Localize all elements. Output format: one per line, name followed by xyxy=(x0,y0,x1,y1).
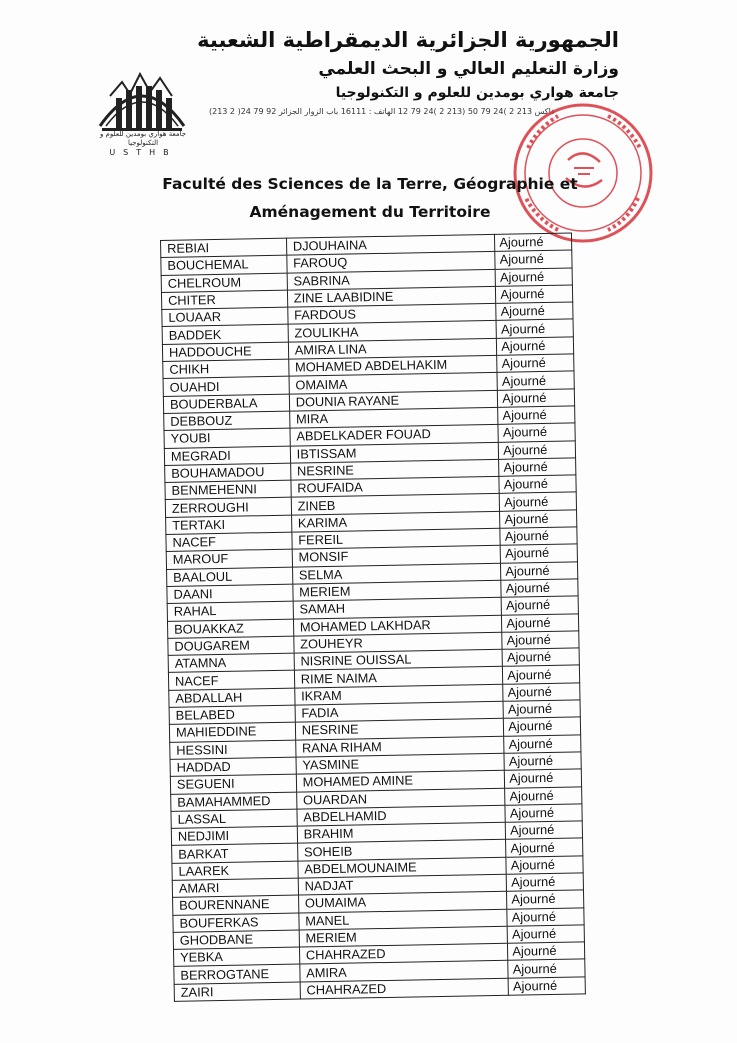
student-status: Ajourné xyxy=(500,492,577,511)
student-last-name: ZERROUGHI xyxy=(165,498,291,518)
student-first-name: NISRINE OUISSAL xyxy=(294,649,503,670)
student-last-name: BARKAT xyxy=(172,843,298,863)
faculty-title-line2: Aménagement du Territoire xyxy=(249,203,491,221)
student-last-name: HADDOUCHE xyxy=(162,342,288,362)
student-last-name: BADDEK xyxy=(162,325,288,345)
student-last-name: BOUCHEMAL xyxy=(161,255,287,275)
student-first-name: SELMA xyxy=(292,563,501,584)
student-status: Ajourné xyxy=(498,389,575,408)
student-first-name: MIRA xyxy=(289,407,498,428)
logo-caption-arabic: جامعة هواري بومدين للعلوم و التكنولوجيا xyxy=(99,130,187,147)
student-status: Ajourné xyxy=(506,856,583,875)
student-status: Ajourné xyxy=(498,423,575,442)
student-status: Ajourné xyxy=(505,786,582,805)
results-table-body xyxy=(161,233,586,1001)
student-status: Ajourné xyxy=(498,406,575,425)
student-last-name: DEBBOUZ xyxy=(164,411,290,431)
student-last-name: CHELROUM xyxy=(161,273,287,293)
student-last-name: BERROGTANE xyxy=(174,965,300,985)
student-last-name: BAALOUL xyxy=(167,567,293,587)
student-status: Ajourné xyxy=(506,873,583,892)
student-status: Ajourné xyxy=(506,838,583,857)
student-first-name: SOHEIB xyxy=(297,840,506,861)
student-last-name: BELABED xyxy=(169,705,295,725)
student-first-name: SABRINA xyxy=(287,269,496,290)
student-first-name: AMIRA LINA xyxy=(288,338,497,359)
student-status: Ajourné xyxy=(496,285,573,304)
letterhead-contact: (213 2 )24 79 92 فاكس 213 2 )24 79 50 (213 2 )24 79 12 الهاتف : 16111 باب الزوار الجزائر xyxy=(209,107,555,116)
student-last-name: MAROUF xyxy=(166,549,292,569)
student-status: Ajourné xyxy=(505,804,582,823)
student-status: Ajourné xyxy=(499,440,576,459)
student-first-name: ABDELKADER FOUAD xyxy=(290,425,499,446)
student-first-name: FEREIL xyxy=(292,528,501,549)
student-last-name: HADDAD xyxy=(170,757,296,777)
student-first-name: MANEL xyxy=(299,909,508,930)
student-last-name: YOUBI xyxy=(164,428,290,448)
student-status: Ajourné xyxy=(497,354,574,373)
student-first-name: RIME NAIMA xyxy=(294,667,503,688)
student-status: Ajourné xyxy=(500,510,577,529)
student-status: Ajourné xyxy=(501,596,578,615)
student-status: Ajourné xyxy=(499,458,576,477)
student-status: Ajourné xyxy=(495,268,572,287)
student-status: Ajourné xyxy=(504,717,581,736)
faculty-title-line1: Faculté des Sciences de la Terre, Géographie et xyxy=(162,175,578,193)
student-first-name: MONSIF xyxy=(292,546,501,567)
student-status: Ajourné xyxy=(506,821,583,840)
student-last-name: DOUGAREM xyxy=(168,636,294,656)
logo-caption xyxy=(88,130,198,157)
student-first-name: NESRINE xyxy=(290,459,499,480)
student-first-name: MOHAMED ABDELHAKIM xyxy=(288,355,497,376)
student-first-name: YASMINE xyxy=(296,753,505,774)
student-last-name: REBIAI xyxy=(161,238,287,258)
student-first-name: CHAHRAZED xyxy=(300,978,509,999)
student-status: Ajourné xyxy=(508,977,585,996)
student-last-name: BOUHAMADOU xyxy=(165,463,291,483)
results-table xyxy=(160,232,586,1001)
student-first-name: ZINEB xyxy=(291,494,500,515)
student-status: Ajourné xyxy=(503,683,580,702)
student-last-name: ATAMNA xyxy=(168,653,294,673)
student-first-name: ABDELHAMID xyxy=(297,805,506,826)
student-first-name: NADJAT xyxy=(298,874,507,895)
student-last-name: LAAREK xyxy=(172,861,298,881)
student-first-name: ZOUHEYR xyxy=(294,632,503,653)
letterhead-university: جامعة هواري بومدين للعلوم و التكنولوجيا xyxy=(335,85,619,101)
student-status: Ajourné xyxy=(496,302,573,321)
student-status: Ajourné xyxy=(499,475,576,494)
student-first-name: BRAHIM xyxy=(297,822,506,843)
student-first-name: ROUFAIDA xyxy=(291,476,500,497)
student-last-name: OUAHDI xyxy=(163,377,289,397)
student-last-name: NEDJIMI xyxy=(171,826,297,846)
student-status: Ajourné xyxy=(500,544,577,563)
student-last-name: NACEF xyxy=(168,671,294,691)
student-first-name: MOHAMED LAKHDAR xyxy=(293,615,502,636)
student-first-name: AMIRA xyxy=(300,961,509,982)
student-last-name: BENMEHENNI xyxy=(165,480,291,500)
student-first-name: ZINE LAABIDINE xyxy=(287,286,496,307)
student-status: Ajourné xyxy=(507,925,584,944)
student-last-name: LOUAAR xyxy=(162,307,288,327)
student-first-name: IBTISSAM xyxy=(290,442,499,463)
student-first-name: ZOULIKHA xyxy=(288,321,497,342)
student-last-name: CHITER xyxy=(161,290,287,310)
student-first-name: OMAIMA xyxy=(289,373,498,394)
student-last-name: HESSINI xyxy=(170,740,296,760)
student-last-name: BOURENNANE xyxy=(173,895,299,915)
student-last-name: ZAIRI xyxy=(174,982,300,1002)
student-last-name: DAANI xyxy=(167,584,293,604)
logo-caption-abbr: USTHB xyxy=(109,148,177,157)
student-first-name: NESRINE xyxy=(295,719,504,740)
letterhead-ministry: وزارة التعليم العالي و البحث العلمي xyxy=(318,59,619,79)
student-status: Ajourné xyxy=(504,734,581,753)
student-last-name: BOUAKKAZ xyxy=(167,619,293,639)
student-status: Ajourné xyxy=(501,562,578,581)
student-status: Ajourné xyxy=(503,665,580,684)
faculty-title xyxy=(160,170,580,226)
student-first-name: IKRAM xyxy=(294,684,503,705)
student-status: Ajourné xyxy=(508,942,585,961)
student-first-name: OUARDAN xyxy=(296,788,505,809)
student-status: Ajourné xyxy=(504,752,581,771)
student-last-name: MEGRADI xyxy=(164,446,290,466)
student-status: Ajourné xyxy=(500,527,577,546)
student-last-name: LASSAL xyxy=(171,809,297,829)
student-last-name: TERTAKI xyxy=(166,515,292,535)
student-first-name: OUMAIMA xyxy=(298,892,507,913)
student-status: Ajourné xyxy=(503,700,580,719)
results-table-wrapper xyxy=(160,232,594,1022)
student-status: Ajourné xyxy=(497,337,574,356)
student-last-name: ABDALLAH xyxy=(169,688,295,708)
student-first-name: FARDOUS xyxy=(288,304,497,325)
student-status: Ajourné xyxy=(495,250,572,269)
student-status: Ajourné xyxy=(508,959,585,978)
student-first-name: DJOUHAINA xyxy=(286,234,495,255)
student-first-name: FAROUQ xyxy=(287,252,496,273)
student-first-name: RANA RIHAM xyxy=(295,736,504,757)
student-last-name: MAHIEDDINE xyxy=(169,722,295,742)
student-first-name: FADIA xyxy=(295,701,504,722)
student-last-name: AMARI xyxy=(172,878,298,898)
student-status: Ajourné xyxy=(497,371,574,390)
letterhead-republic: الجمهورية الجزائرية الديمقراطية الشعبية xyxy=(197,28,619,52)
student-first-name: KARIMA xyxy=(291,511,500,532)
student-status: Ajourné xyxy=(496,319,573,338)
student-status: Ajourné xyxy=(502,613,579,632)
student-first-name: ABDELMOUNAIME xyxy=(298,857,507,878)
student-status: Ajourné xyxy=(495,233,572,252)
student-status: Ajourné xyxy=(507,907,584,926)
student-last-name: RAHAL xyxy=(167,601,293,621)
student-last-name: BOUFERKAS xyxy=(173,913,299,933)
student-last-name: NACEF xyxy=(166,532,292,552)
student-last-name: SEGUENI xyxy=(170,774,296,794)
student-status: Ajourné xyxy=(502,631,579,650)
student-last-name: YEBKA xyxy=(174,947,300,967)
student-status: Ajourné xyxy=(502,648,579,667)
student-first-name: MERIEM xyxy=(299,926,508,947)
student-first-name: DOUNIA RAYANE xyxy=(289,390,498,411)
student-first-name: SAMAH xyxy=(293,598,502,619)
student-status: Ajourné xyxy=(501,579,578,598)
student-first-name: MERIEM xyxy=(293,580,502,601)
student-status: Ajourné xyxy=(505,769,582,788)
student-last-name: GHODBANE xyxy=(173,930,299,950)
student-last-name: BAMAHAMMED xyxy=(171,792,297,812)
student-status: Ajourné xyxy=(507,890,584,909)
student-first-name: MOHAMED AMINE xyxy=(296,770,505,791)
student-first-name: CHAHRAZED xyxy=(299,943,508,964)
student-last-name: BOUDERBALA xyxy=(163,394,289,414)
student-last-name: CHIKH xyxy=(163,359,289,379)
